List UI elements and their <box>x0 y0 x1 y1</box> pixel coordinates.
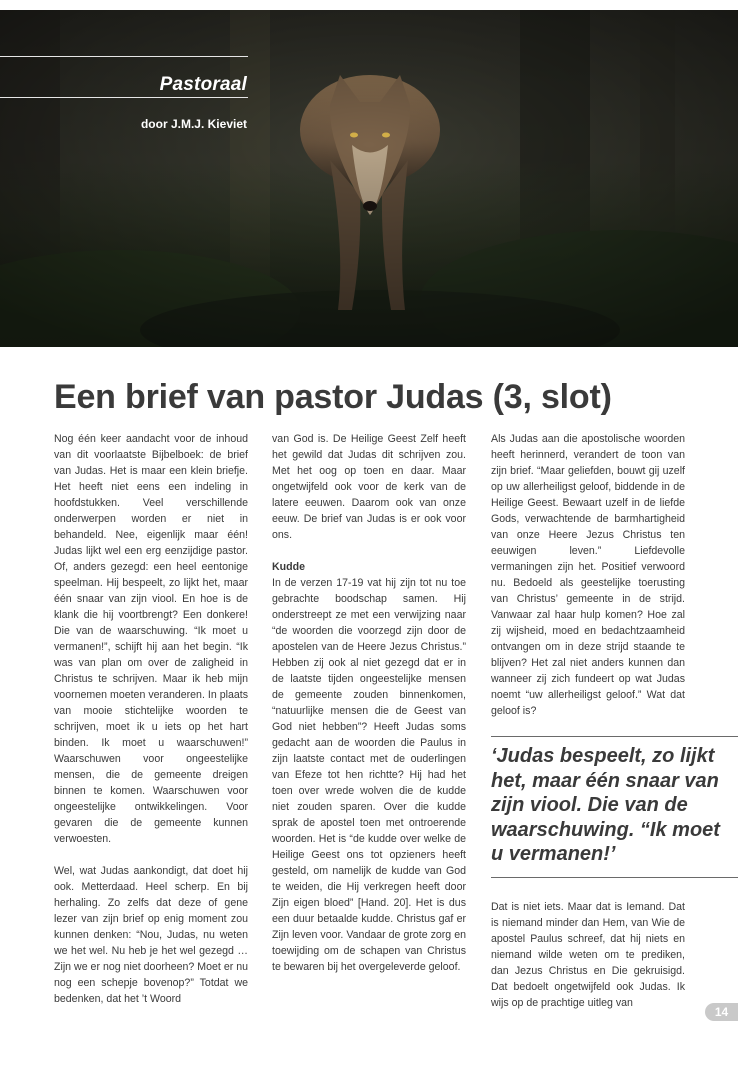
paragraph: Wel, wat Judas aankondigt, dat doet hij ook. Metterdaad. Heel scherp. En bij herhaling. Zo zelfs dat deze of gene lezer van zijn brief op enig moment zou kunnen denken: “Nou, Judas, nu weten we het wel. Nu heb je het wel gezegd … Zijn we er nog niet doorheen? Moet er nu nog een schepje bovenop?” Totdat we bedenken, dat het ’t Woord <box>54 865 248 1005</box>
paragraph: van God is. De Heilige Geest Zelf heeft het gewild dat Judas dit schrijven zou. Met het oog op toen en daar. Maar ongetwijfeld ook voor de kerk van de latere eeuwen. Daarom ook van onze eeuw. De brief van Judas is er ook voor ons. <box>272 433 466 541</box>
wolf-in-forest-image <box>0 10 738 347</box>
paragraph: Dat is niet iets. Maar dat is Iemand. Dat is niemand minder dan Hem, van Wie de apostel Paulus schreef, dat hij niets en niemand wilde weten om te prediken, dan Jezus Christus en Die gekruisigd. Dat bedoelt ongetwijfeld ook Judas. Ik wijs op de prachtige uitleg van <box>491 901 685 1009</box>
article-column-2 <box>272 431 466 975</box>
page-number: 14 <box>705 1003 738 1021</box>
article-column-1 <box>54 431 248 1007</box>
section-label: Pastoraal <box>159 74 247 95</box>
article-title: Een brief van pastor Judas (3, slot) <box>54 378 612 416</box>
hero-photo <box>0 10 738 347</box>
header-rule-top <box>0 56 248 57</box>
pullquote-rule-top <box>491 736 738 737</box>
pull-quote: ‘Judas bespeelt, zo lijkt het, maar één snaar van zijn viool. Die van de waarschuwing. “Ik moet u vermanen!’ <box>491 745 720 865</box>
author-byline: door J.M.J. Kieviet <box>140 117 247 131</box>
article-column-3 <box>491 431 685 719</box>
header-rule-bottom <box>0 97 248 98</box>
pullquote-rule-bottom <box>491 877 738 878</box>
paragraph: In de verzen 17-19 vat hij zijn tot nu toe gebrachte boodschap samen. Hij onderstreept ze met een verwijzing naar “de woorden die voorzegd zijn door de apostelen van de Heere Jezus Christus.” Hebben zij ook al niet gezegd dat er in de laatste tijden ongeestelijke mensen de gemeente zouden binnenkomen, “natuurlijke mensen die de Geest van God niet hebben”? Heeft Judas soms gedacht aan de woorden die Paulus in zijn laatste contact met de ouderlingen van Efeze tot hen richtte? Hij had het toen over wrede wolven die de kudde niet zouden sparen. Over die kudde sprak de apostel toen met ontroerende woorden. Het is “de kudde over welke de Heilige Geest ons tot opzieners heeft gesteld, om namelijk de kudde van God te weiden, die Hij verkregen heeft door Zijn eigen bloed” [Hand. 20]. Het is dus een duur betaalde kudde. Christus gaf er Zijn leven voor. Vandaar de grote zorg en toewijding om de schapen van Christus te bewaren bij het overgeleverde geloof. <box>272 577 466 973</box>
paragraph: Als Judas aan die apostolische woorden heeft herinnerd, verandert de toon van zijn brief. “Maar geliefden, bouwt gij uzelf op uw allerheiligst geloof, biddende in de Heilige Geest. Bewaart uzelf in de liefde Gods, verwachtende de barmhartigheid van onze Heere Jezus Christus ten eeuwigen leven.” Liefdevolle vermaningen zijn het. Positief verwoord nu. Bedoeld als geestelijke toerusting van Christus’ gemeente in de strijd. Vanwaar zal haar hulp komen? Hoe zal zij wijsheid, moed en bedachtzaamheid ontvangen om in deze strijd staande te blijven? Het zal niet anders kunnen dan wanneer zij zich fundeert op wat Judas noemt “uw allerheiligst geloof.” Wat dat geloof is? <box>491 433 685 717</box>
article-column-3-continued <box>491 899 685 1011</box>
paragraph: Nog één keer aandacht voor de inhoud van dit voorlaatste Bijbelboek: de brief van Judas. Het is maar een klein briefje. Het heeft niet eens een indeling in hoofdstukken. Veel verschillende onderwerpen worden er niet in behandeld. Nee, eigenlijk maar één! Judas lijkt wel een erg eenzijdige pastor. Of, anders gezegd: een heel eentonige speelman. Hij bespeelt, zo lijkt het, maar één snaar van zijn viool. En hoe is de klank die hij voortbrengt? Een donkere! Die van de waarschuwing. “Ik moet u vermanen!”, schijft hij aan het begin. “Ik was van plan om over de zaligheid in Christus te schrijven. Maar ik heb mijn voornemen moeten veranderen. In plaats van mooie stichtelijke woorden te schrijven, moet ik u iets op het hart binden. Ik moet u waarschuwen!” Waarschuwen voor ongeestelijke mensen, die de gemeente dreigen binnen te komen. Waarschuwen voor ongeestelijke ontwikkelingen. Voor gevaren die de gemeente kunnen verwoesten. <box>54 433 248 845</box>
subheading-kudde: Kudde <box>272 561 305 573</box>
